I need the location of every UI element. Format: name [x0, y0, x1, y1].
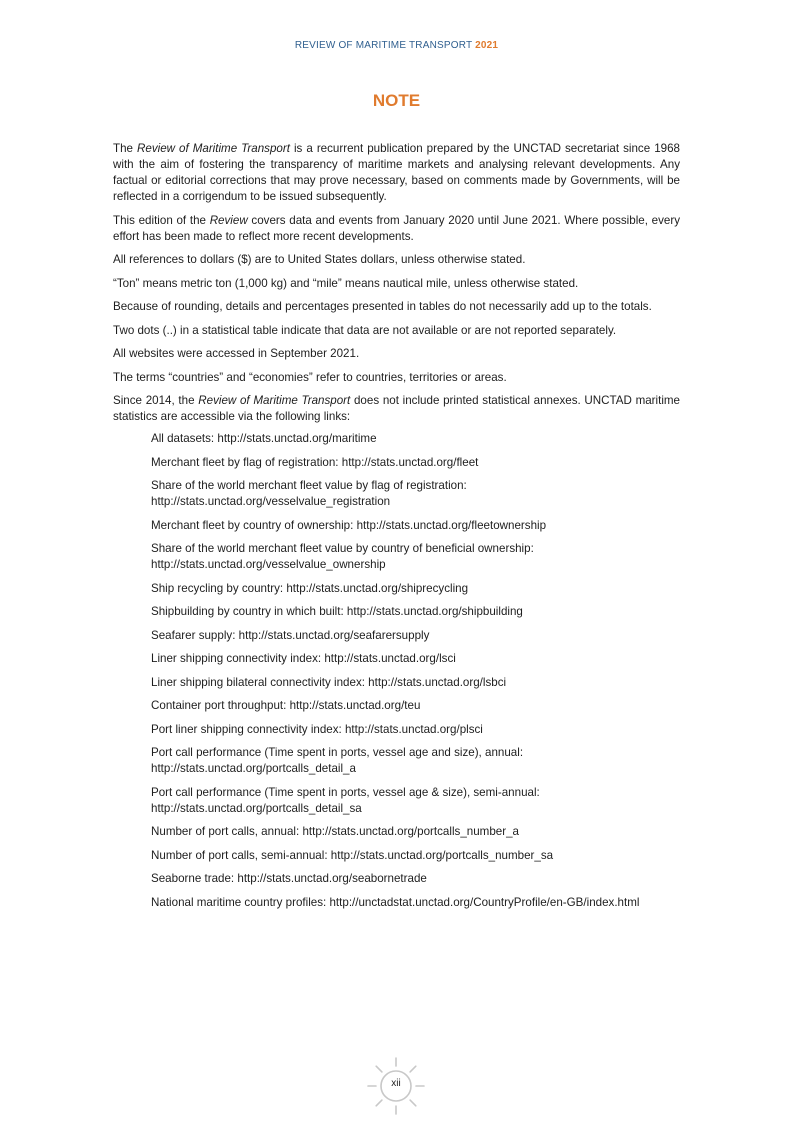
link-item[interactable]: Seaborne trade: http://stats.unctad.org/seabornetrade [151, 872, 427, 885]
intro-paragraph-8: The terms “countries” and “economies” refer to countries, territories or areas. [113, 370, 507, 384]
intro-paragraph-3: All references to dollars ($) are to United States dollars, unless otherwise stated. [113, 253, 526, 266]
link-item[interactable]: Merchant fleet by country of ownership: http://stats.unctad.org/fleetownership [151, 518, 547, 532]
running-header-year: 2021 [475, 40, 499, 51]
link-item[interactable]: Liner shipping connectivity index: http://stats.unctad.org/lsci [151, 652, 456, 665]
p1-publication-title: Review of Maritime Transport [137, 142, 290, 155]
p9-publication-title: Review of Maritime Transport [198, 394, 351, 407]
link-item[interactable]: Ship recycling by country: http://stats.unctad.org/shiprecycling [151, 581, 469, 595]
intro-paragraph-7: All websites were accessed in September 2021. [113, 347, 360, 360]
link-item[interactable]: All datasets: http://stats.unctad.org/maritime [151, 432, 377, 445]
page-title: NOTE [372, 91, 421, 110]
link-item[interactable]: Liner shipping bilateral connectivity index: http://stats.unctad.org/lsbci [151, 675, 507, 689]
link-item[interactable]: Port call performance (Time spent in ports, vessel age and size), annual: http://stats.unctad.org/portcalls_detail_a [151, 746, 524, 775]
link-item[interactable]: Port call performance (Time spent in ports, vessel age & size), semi-annual: http://stats.unctad.org/portcalls_detail_sa [151, 785, 540, 815]
link-item[interactable]: Seafarer supply: http://stats.unctad.org/seafarersupply [151, 628, 430, 642]
running-header-title: REVIEW OF MARITIME TRANSPORT [294, 40, 473, 51]
note-body [113, 141, 680, 918]
page-number: xii [391, 1078, 401, 1089]
link-item[interactable]: Merchant fleet by flag of registration: http://stats.unctad.org/fleet [151, 455, 479, 469]
intro-paragraph-5: Because of rounding, details and percentages presented in tables do not necessarily add up to the totals. [113, 300, 652, 313]
running-header [0, 40, 793, 51]
intro-paragraph-6: Two dots (..) in a statistical table indicate that data are not available or are not reported separately. [113, 323, 617, 337]
link-item[interactable]: Share of the world merchant fleet value by country of beneficial ownership: http://stats.unctad.org/vesselvalue_ownership [151, 542, 534, 571]
p2-text-before: This edition of the [113, 213, 210, 227]
p2-text-after: covers data and events from January 2020 until June 2021. Where possible, every effort has been made to reflect more recent developments. [113, 213, 680, 243]
p9-text-before: Since 2014, the [113, 394, 199, 407]
p2-review: Review [209, 213, 248, 227]
link-item[interactable]: Shipbuilding by country in which built: http://stats.unctad.org/shipbuilding [151, 605, 523, 618]
statistics-links-list [151, 431, 680, 911]
link-item[interactable]: National maritime country profiles: http://unctadstat.unctad.org/CountryProfile/en-GB/index.html [151, 895, 640, 909]
p9-text-after: does not include printed statistical annexes. UNCTAD maritime statistics are accessible via the following links: [113, 394, 681, 423]
link-item[interactable]: Container port throughput: http://stats.unctad.org/teu [151, 699, 421, 712]
link-item[interactable]: Number of port calls, annual: http://stats.unctad.org/portcalls_number_a [151, 825, 519, 838]
link-item[interactable]: Number of port calls, semi-annual: http://stats.unctad.org/portcalls_number_sa [151, 848, 554, 862]
p1-text-after: is a recurrent publication prepared by the UNCTAD secretariat since 1968 with the aim of fostering the transparency of maritime markets and analysing relevant developments. Any factual or editorial corrections that may prove necessary, based on comments made by Governments, will be reflected in a corrigendum to be issued subsequently. [113, 142, 680, 203]
link-item[interactable]: Port liner shipping connectivity index: http://stats.unctad.org/plsci [151, 722, 483, 736]
link-item[interactable]: Share of the world merchant fleet value by flag of registration: http://stats.unctad.org/vesselvalue_registration [151, 479, 467, 508]
p1-text-before: The [113, 142, 137, 155]
intro-paragraph-4: “Ton” means metric ton (1,000 kg) and “mile” means nautical mile, unless otherwise stated. [113, 276, 579, 290]
intro-paragraph-2 [113, 213, 680, 245]
intro-paragraph-1 [113, 141, 680, 205]
intro-paragraph-9 [113, 393, 680, 425]
